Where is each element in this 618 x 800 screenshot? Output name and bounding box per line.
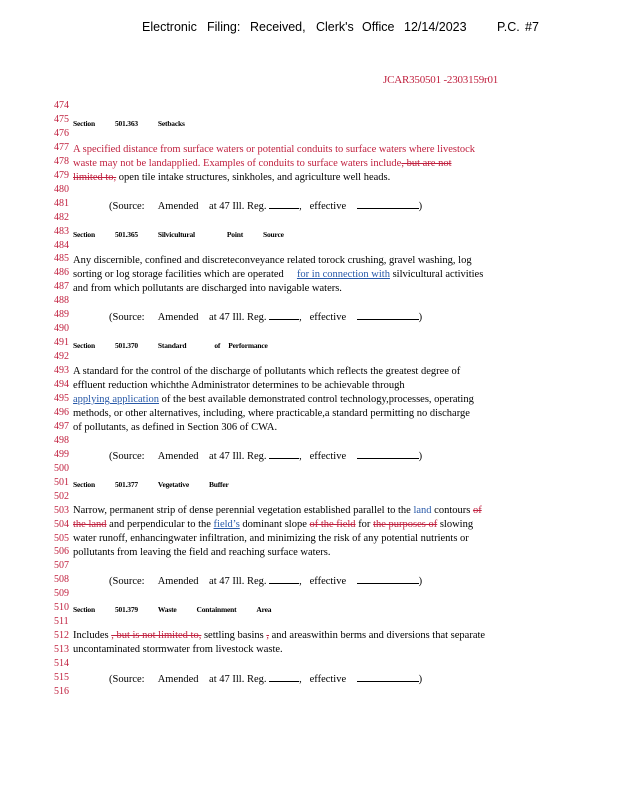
line-number: 479 (54, 169, 69, 181)
line-number: 488 (54, 295, 69, 307)
paragraph-line: water runoff, enhancingwater infiltration, and minimizing the risk of any potential nutrients or (73, 533, 469, 544)
section-title: Buffer (208, 480, 229, 489)
source-close: ) (418, 674, 423, 685)
deleted-text: , but is not limited to, (111, 630, 202, 641)
line-number: 511 (54, 616, 69, 628)
line-number: 475 (54, 114, 69, 125)
inserted-text: for in connection with (296, 269, 390, 280)
register-blank (269, 199, 299, 209)
deleted-text: of (472, 505, 482, 516)
deleted-text: limited to, (73, 172, 117, 183)
register-blank (269, 310, 299, 320)
line-number: 512 (54, 630, 69, 642)
section-word: Section (73, 230, 95, 239)
line-number: 486 (54, 267, 69, 279)
paragraph-line: effluent reduction whichthe Administrator determines to be achievable through (73, 380, 405, 391)
line-number: 501 (54, 476, 69, 488)
section-word: Section (73, 480, 95, 489)
effective-blank (357, 310, 419, 320)
line-number: 500 (54, 462, 69, 474)
source-label: (Source: (109, 312, 145, 323)
text-run: silvicultural activities (389, 269, 484, 280)
deleted-text: the land (73, 519, 107, 530)
text-run: and areaswithin berms and diversions that separate (269, 630, 486, 641)
text-run: open tile intake structures, sinkholes, and agriculture well heads. (116, 172, 391, 183)
source-label: (Source: (109, 451, 145, 462)
line-number: 484 (54, 239, 69, 251)
header-clerks: Clerk's (316, 20, 354, 34)
paragraph-line: pollutants from leaving the field and reaching surface waters. (73, 547, 331, 558)
line-number: 503 (54, 504, 69, 516)
document-id: JCAR350501 -2303159r01 (383, 74, 499, 86)
header-received: Received, (250, 20, 306, 34)
line-number: 507 (54, 560, 69, 572)
text-run: waste may not be landapplied. Examples of conduits to surface waters include (73, 158, 402, 169)
effective-blank (357, 199, 419, 209)
deleted-text: the purposes of (373, 519, 438, 530)
source-amended: Amended (157, 451, 199, 462)
section-word: Section (73, 119, 95, 128)
source-effective: effective (309, 312, 347, 323)
line-number: 508 (54, 574, 69, 586)
register-blank (269, 672, 299, 682)
paragraph-line (73, 269, 483, 281)
line-number: 495 (54, 392, 69, 404)
section-number: 501.377 (114, 480, 138, 489)
source-comma: , (299, 451, 302, 462)
source-close: ) (418, 451, 423, 462)
section-heading-501-377 (73, 479, 249, 491)
source-register: at 47 Ill. Reg. (209, 576, 267, 587)
line-number: 506 (54, 546, 69, 558)
line-number: 483 (54, 225, 69, 237)
section-number: 501.379 (114, 605, 138, 614)
source-note (109, 574, 422, 587)
section-title: Area (256, 605, 272, 614)
text-run: dominant slope (239, 519, 310, 530)
paragraph-line (73, 630, 485, 642)
text-run: settling basins (201, 630, 267, 641)
source-comma: , (299, 312, 302, 323)
section-title: Standard (157, 341, 187, 350)
section-title: Setbacks (157, 119, 185, 128)
paragraph-line (73, 394, 474, 406)
text-run: of the best available demonstrated control technology,processes, operating (159, 394, 474, 405)
source-note (109, 449, 422, 462)
section-word: Section (73, 341, 95, 350)
line-number: 491 (54, 337, 69, 349)
source-amended: Amended (157, 576, 199, 587)
line-number: 480 (54, 183, 69, 195)
line-number: 505 (54, 532, 69, 544)
paragraph-line (73, 505, 482, 517)
line-number: 474 (54, 100, 69, 111)
line-number: 499 (54, 448, 69, 460)
source-label: (Source: (109, 201, 145, 212)
text-run: Narrow, permanent strip of dense perennial vegetation established parallel to the (73, 505, 414, 516)
deleted-text: , but are not (401, 158, 452, 169)
effective-blank (357, 672, 419, 682)
source-amended: Amended (157, 201, 199, 212)
paragraph-line: and from which pollutants are discharged into navigable waters. (73, 283, 342, 294)
line-number: 492 (54, 351, 69, 363)
source-note (109, 672, 422, 685)
header-date: 12/14/2023 (404, 20, 467, 34)
line-number: 478 (54, 155, 69, 167)
line-number: 516 (54, 685, 69, 697)
line-number: 513 (54, 644, 69, 655)
effective-blank (357, 574, 419, 584)
section-title: Silvicultural (157, 230, 195, 239)
filing-header (0, 20, 618, 36)
paragraph-line: Any discernible, confined and discreteconveyance related torock crushing, gravel washing, log (73, 255, 472, 266)
section-title: Vegetative (157, 480, 189, 489)
text-run: sorting or log storage facilities which are operated (73, 269, 284, 280)
section-title: Source (263, 230, 284, 239)
source-register: at 47 Ill. Reg. (209, 674, 267, 685)
line-number: 509 (54, 588, 69, 600)
header-electronic: Electronic (142, 20, 197, 34)
line-number: 489 (54, 309, 69, 321)
text-run: for (355, 519, 374, 530)
source-amended: Amended (157, 674, 199, 685)
source-note (109, 310, 422, 323)
section-number: 501.363 (114, 119, 138, 128)
line-number: 494 (54, 379, 69, 390)
source-register: at 47 Ill. Reg. (209, 312, 267, 323)
source-register: at 47 Ill. Reg. (209, 451, 267, 462)
source-close: ) (418, 201, 423, 212)
source-label: (Source: (109, 576, 145, 587)
text-run: slowing (437, 519, 474, 530)
paragraph-line: A specified distance from surface waters or potential conduits to surface waters where livestock (73, 144, 476, 155)
source-effective: effective (309, 576, 347, 587)
paragraph-line (73, 519, 473, 531)
line-number: 497 (54, 420, 69, 432)
deleted-text: of the field (309, 519, 356, 530)
section-heading-501-363 (73, 118, 205, 130)
inserted-text: applying application (73, 394, 160, 405)
source-effective: effective (309, 674, 347, 685)
line-number: 481 (54, 197, 69, 209)
header-pc-number: #7 (525, 20, 539, 34)
text-run: contours (431, 505, 473, 516)
section-title: Point (226, 230, 244, 239)
register-blank (269, 574, 299, 584)
line-number: 510 (54, 602, 69, 614)
effective-blank (357, 449, 419, 459)
text-run: Includes (73, 630, 112, 641)
section-number: 501.370 (114, 341, 138, 350)
section-heading-501-379 (73, 604, 291, 616)
source-comma: , (299, 201, 302, 212)
source-close: ) (418, 576, 423, 587)
source-amended: Amended (157, 312, 199, 323)
source-comma: , (299, 576, 302, 587)
line-number: 485 (54, 253, 69, 265)
line-number: 504 (54, 518, 69, 530)
line-number: 482 (54, 211, 69, 223)
line-number: 496 (54, 406, 69, 418)
line-number: 477 (54, 141, 69, 153)
section-title: Containment (196, 605, 237, 614)
source-register: at 47 Ill. Reg. (209, 201, 267, 212)
header-pc: P.C. (497, 20, 520, 34)
inserted-text: land (413, 505, 432, 516)
line-number: 498 (54, 434, 69, 446)
source-label: (Source: (109, 674, 145, 685)
header-filing: Filing: (207, 20, 241, 34)
line-number: 514 (54, 658, 69, 669)
source-effective: effective (309, 451, 347, 462)
section-title: of (214, 341, 221, 350)
text-run: and perpendicular to the (106, 519, 214, 530)
line-number: 487 (54, 281, 69, 293)
paragraph-line (73, 172, 390, 184)
line-number: 490 (54, 323, 69, 335)
section-title: Performance (228, 341, 268, 350)
source-close: ) (418, 312, 423, 323)
deleted-text: , (266, 630, 270, 641)
section-word: Section (73, 605, 95, 614)
line-number: 502 (54, 490, 69, 502)
section-heading-501-365 (73, 229, 304, 241)
paragraph-line (73, 158, 451, 170)
inserted-text: field’s (213, 519, 240, 530)
source-effective: effective (309, 201, 347, 212)
paragraph-line: uncontaminated stormwater from livestock waste. (73, 644, 283, 655)
paragraph-line: of pollutants, as defined in Section 306 of CWA. (73, 422, 278, 433)
line-number: 476 (54, 127, 69, 139)
register-blank (269, 449, 299, 459)
section-heading-501-370 (73, 340, 288, 352)
section-number: 501.365 (114, 230, 138, 239)
source-comma: , (299, 674, 302, 685)
line-number: 515 (54, 671, 69, 683)
line-number: 493 (54, 365, 69, 377)
paragraph-line: A standard for the control of the discharge of pollutants which reflects the greatest degree of (73, 366, 461, 377)
source-note (109, 199, 422, 212)
paragraph-line: methods, or other alternatives, including, where practicable,a standard permitting no discharge (73, 408, 470, 419)
header-office: Office (362, 20, 395, 34)
section-title: Waste (157, 605, 177, 614)
